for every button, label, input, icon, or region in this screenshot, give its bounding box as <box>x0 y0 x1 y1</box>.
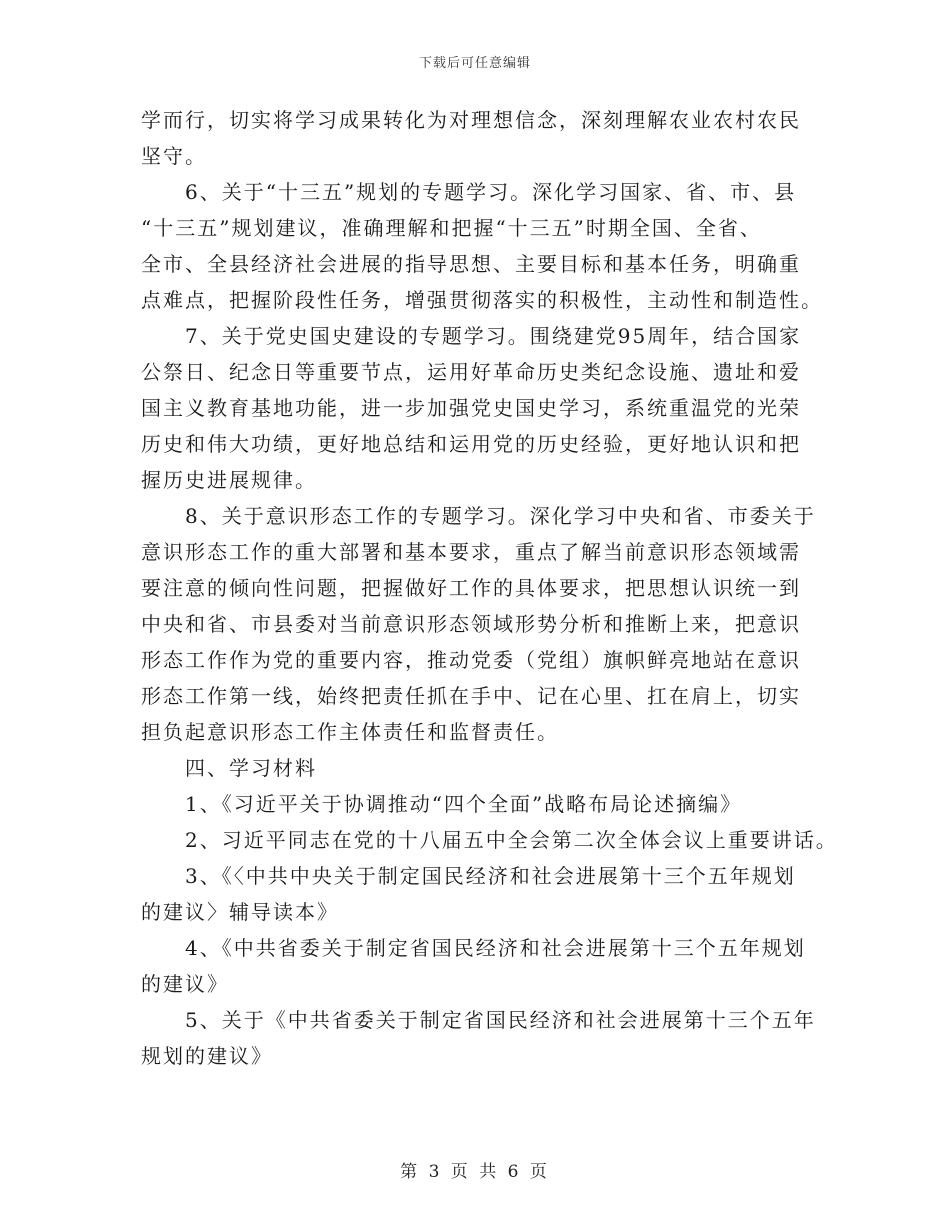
text-line: 全市、全县经济社会进展的指导思想、主要目标和基本任务，明确重 <box>141 252 801 276</box>
text-line: 担负起意识形态工作主体责任和监督责任。 <box>141 720 559 744</box>
text-line: 4、《中共省委关于制定省国民经济和社会进展第十三个五年规划 <box>185 936 806 960</box>
text-line: 8、关于意识形态工作的专题学习。深化学习中央和省、市委关于 <box>185 504 816 528</box>
text-line: 中央和省、市县委对当前意识形态领域形势分析和推断上来，把意识 <box>141 612 801 636</box>
text-line: 3、《〈中共中央关于制定国民经济和社会进展第十三个五年规划 <box>185 864 796 888</box>
text-line: 握历史进展规律。 <box>141 468 317 492</box>
page-number-footer: 第 3 页 共 6 页 <box>400 1162 550 1182</box>
text-line: 点难点，把握阶段性任务，增强贯彻落实的积极性，主动性和制造性。 <box>141 288 823 312</box>
text-line: 6、关于“十三五”规划的专题学习。深化学习国家、省、市、县 <box>185 180 797 204</box>
text-line: “十三五”规划建议，准确理解和把握“十三五”时期全国、全省、 <box>141 216 762 240</box>
text-line: 学而行，切实将学习成果转化为对理想信念，深刻理解农业农村农民 <box>141 108 801 132</box>
text-line: 1、《习近平关于协调推动“四个全面”战略布局论述摘编》 <box>185 792 743 816</box>
text-line: 意识形态工作的重大部署和基本要求，重点了解当前意识形态领域需 <box>141 540 801 564</box>
text-line: 要注意的倾向性问题，把握做好工作的具体要求，把思想认识统一到 <box>141 576 801 600</box>
text-line: 国主义教育基地功能，进一步加强党史国史学习，系统重温党的光荣 <box>141 396 801 420</box>
text-line: 的建议〉辅导读本》 <box>141 900 339 924</box>
text-line: 历史和伟大功绩，更好地总结和运用党的历史经验，更好地认识和把 <box>141 432 801 456</box>
text-line: 形态工作作为党的重要内容，推动党委（党组）旗帜鲜亮地站在意识 <box>141 648 801 672</box>
page-header-note: 下载后可任意编辑 <box>418 56 531 71</box>
document-body <box>141 102 838 1074</box>
text-line: 2、习近平同志在党的十八届五中全会第二次全体会议上重要讲话。 <box>185 828 838 852</box>
text-line: 规划的建议》 <box>141 1044 273 1068</box>
text-line: 形态工作第一线，始终把责任抓在手中、记在心里、扛在肩上，切实 <box>141 684 801 708</box>
text-line: 的建议》 <box>141 972 229 996</box>
text-line: 坚守。 <box>141 144 207 168</box>
text-line: 四、学习材料 <box>185 756 317 780</box>
text-line: 5、关于《中共省委关于制定省国民经济和社会进展第十三个五年 <box>185 1008 816 1032</box>
text-line: 7、关于党史国史建设的专题学习。围绕建党95周年，结合国家 <box>185 324 802 348</box>
text-line: 公祭日、纪念日等重要节点，运用好革命历史类纪念设施、遗址和爱 <box>141 360 801 384</box>
